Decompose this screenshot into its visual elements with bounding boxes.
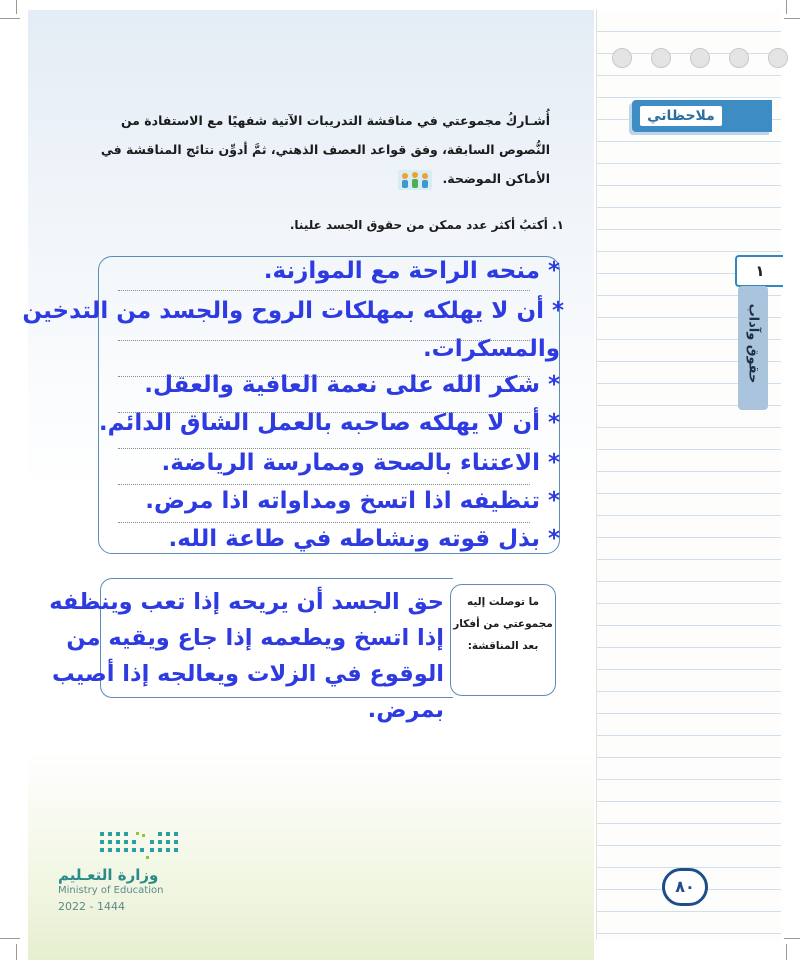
notes-column	[596, 10, 781, 940]
intro-paragraph	[90, 106, 550, 193]
binder-hole	[651, 48, 671, 68]
page-number: ٨٠	[662, 868, 708, 906]
handwritten-answer: * أن لا يهلكه بمهلكات الروح والجسد من التدخين	[22, 298, 564, 324]
crop-mark	[784, 18, 800, 19]
crop-mark	[786, 0, 787, 14]
unit-title: حقوق وآداب	[745, 303, 761, 384]
handwritten-answer: * شكر الله على نعمة العافية والعقل.	[144, 372, 560, 398]
crop-mark	[16, 944, 17, 960]
writing-line	[118, 290, 530, 291]
crop-mark	[0, 938, 20, 939]
intro-text: أُشـاركُ مجموعتي في مناقشة التدريبات الآتية شفهيًا مع الاستفادة من النُّصوص السابقة، وفق قواعد العصف الذهني، ثمَّ أدوِّن نتائج المناقشة في الأماكن الموضحة.	[100, 113, 550, 186]
question-1: ١. أكتبُ أكثر عدد ممكن من حقوق الجسد علينا.	[289, 218, 564, 232]
handwritten-answer: * الاعتناء بالصحة وممارسة الرياضة.	[161, 450, 560, 476]
notes-header-label: ملاحظاتي	[640, 106, 722, 126]
handwritten-answer: والمسكرات.	[422, 336, 560, 362]
ministry-logo-icon	[58, 828, 190, 864]
crop-mark	[0, 18, 20, 19]
crop-mark	[784, 938, 800, 939]
binder-hole	[729, 48, 749, 68]
handwritten-answer: * أن لا يهلكه صاحبه بالعمل الشاق الدائم.	[98, 410, 560, 436]
handwritten-answer: * تنظيفه اذا اتسخ ومداواته اذا مرض.	[145, 488, 560, 514]
crop-mark	[16, 0, 17, 14]
ministry-name-ar: وزارة التعـليم	[58, 866, 159, 884]
binder-holes	[612, 48, 788, 68]
handwritten-answer: * بذل قوته ونشاطه في طاعة الله.	[168, 526, 560, 552]
binder-hole	[690, 48, 710, 68]
ministry-name-en: Ministry of Education	[58, 885, 164, 896]
conclusion-label: ما توصلت إليه مجموعتي من أفكار بعد المناقشة:	[453, 596, 553, 652]
handwritten-answer: * منحه الراحة مع الموازنة.	[263, 258, 560, 284]
group-work-icon	[398, 170, 432, 190]
notes-header	[632, 100, 772, 132]
binder-hole	[768, 48, 788, 68]
unit-number: ١	[735, 255, 783, 287]
binder-hole	[612, 48, 632, 68]
ministry-year: 2022 - 1444	[58, 900, 125, 913]
conclusion-answer: حق الجسد أن يريحه إذا تعب وينظفه إذا اتسخ ويطعمه إذا جاع ويقيه من الوقوع في الزلات ويعالجه إذا أصيب بمرض.	[49, 589, 444, 723]
crop-mark	[786, 944, 787, 960]
conclusion-label-box	[450, 584, 556, 696]
unit-tab	[738, 286, 768, 410]
